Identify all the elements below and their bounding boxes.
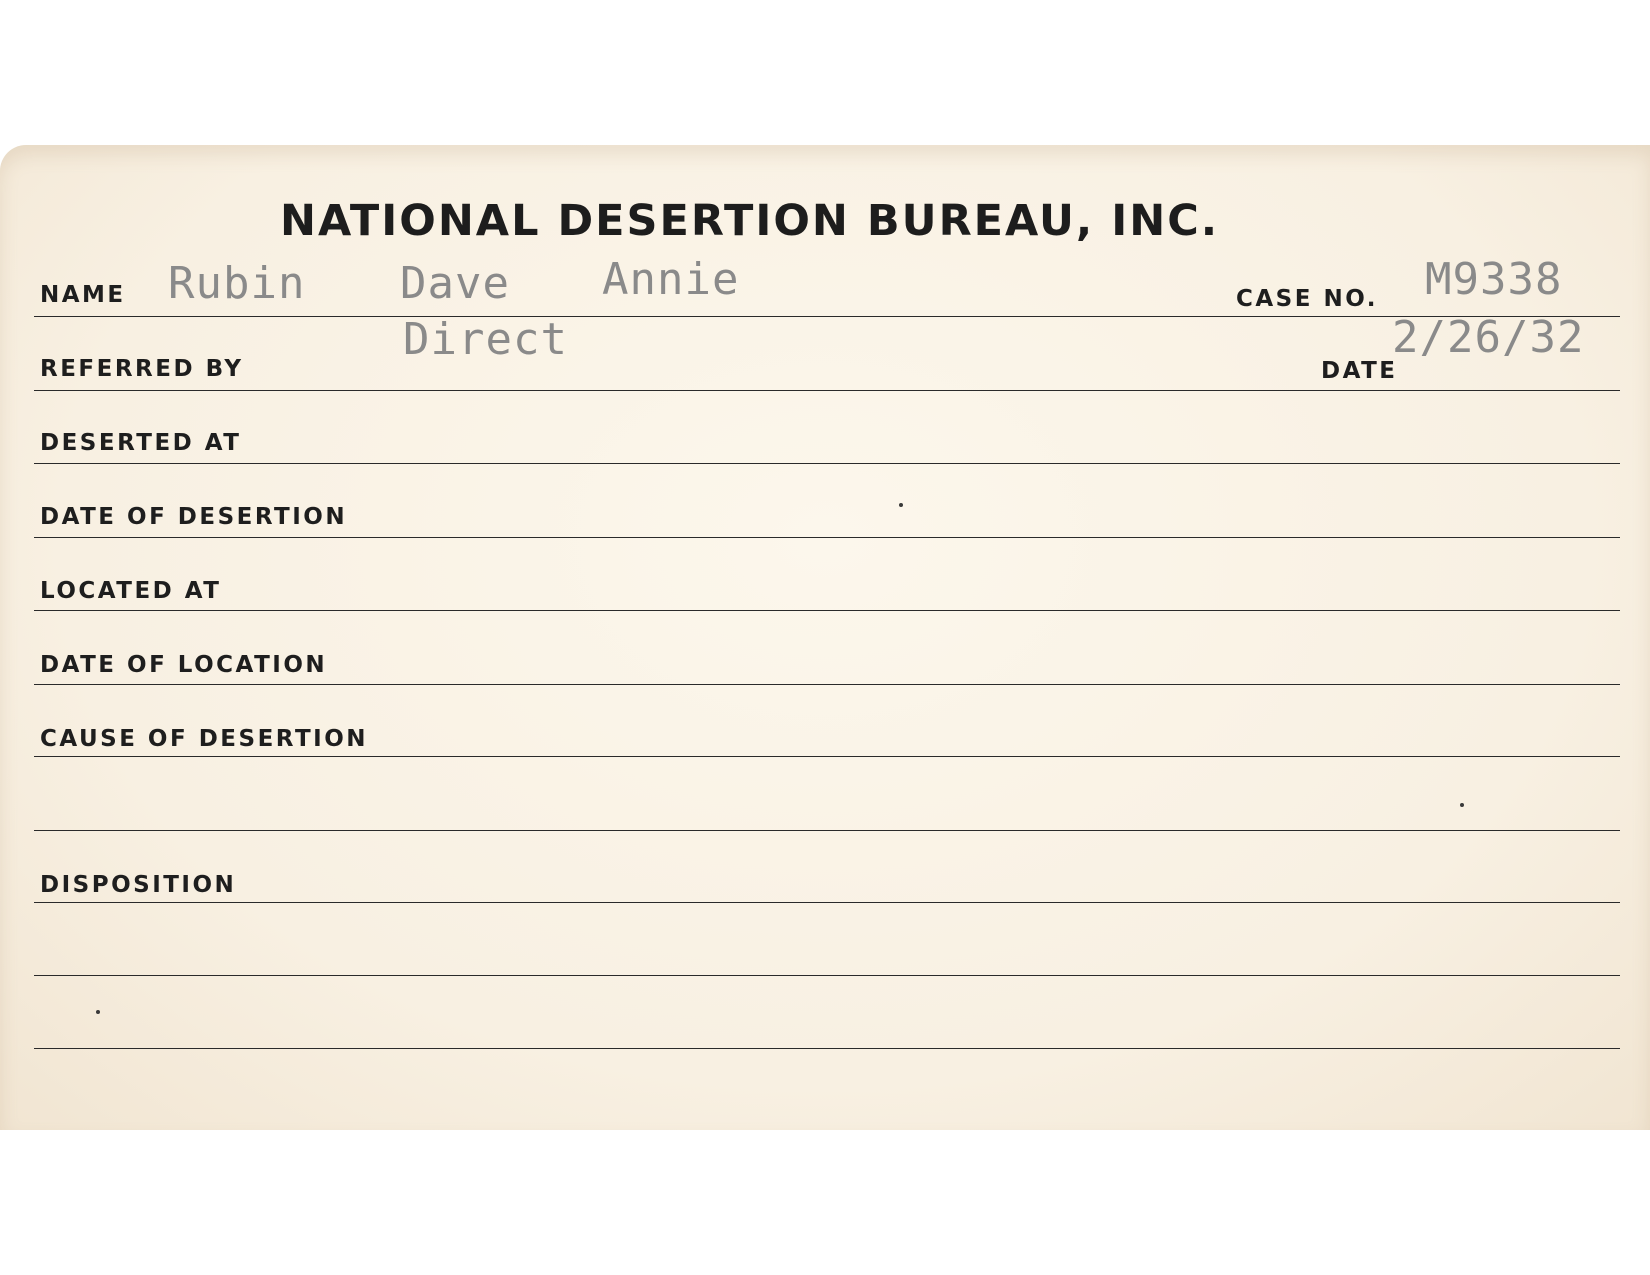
disposition-line-3 <box>34 1048 1620 1049</box>
ink-speck <box>899 503 903 507</box>
located-at-line <box>34 610 1620 611</box>
located-at-label: LOCATED AT <box>40 578 222 604</box>
case-no-value: M9338 <box>1425 254 1563 305</box>
cause-of-desertion-line <box>34 756 1620 757</box>
name-wife-value: Annie <box>602 254 740 305</box>
ink-speck <box>1460 803 1464 807</box>
disposition-line <box>34 902 1620 903</box>
cause-of-desertion-line-2 <box>34 830 1620 831</box>
name-label: NAME <box>40 282 126 308</box>
cause-of-desertion-label: CAUSE OF DESERTION <box>40 726 369 752</box>
deserted-at-label: DESERTED AT <box>40 430 242 456</box>
referred-by-value: Direct <box>403 314 568 365</box>
date-of-desertion-line <box>34 537 1620 538</box>
ink-speck <box>96 1010 100 1014</box>
date-of-location-line <box>34 684 1620 685</box>
case-no-label: CASE NO. <box>1236 286 1378 312</box>
date-label: DATE <box>1321 358 1398 384</box>
deserted-at-line <box>34 463 1620 464</box>
referred-by-label: REFERRED BY <box>40 356 244 382</box>
name-husband-value: Dave <box>400 258 510 309</box>
disposition-line-2 <box>34 975 1620 976</box>
date-value: 2/26/32 <box>1392 312 1585 363</box>
date-of-desertion-label: DATE OF DESERTION <box>40 504 348 530</box>
disposition-label: DISPOSITION <box>40 872 237 898</box>
name-line <box>34 316 1620 317</box>
date-of-location-label: DATE OF LOCATION <box>40 652 328 678</box>
referred-by-line <box>34 390 1620 391</box>
bureau-title: NATIONAL DESERTION BUREAU, INC. <box>280 196 1220 246</box>
name-last-value: Rubin <box>168 258 306 309</box>
